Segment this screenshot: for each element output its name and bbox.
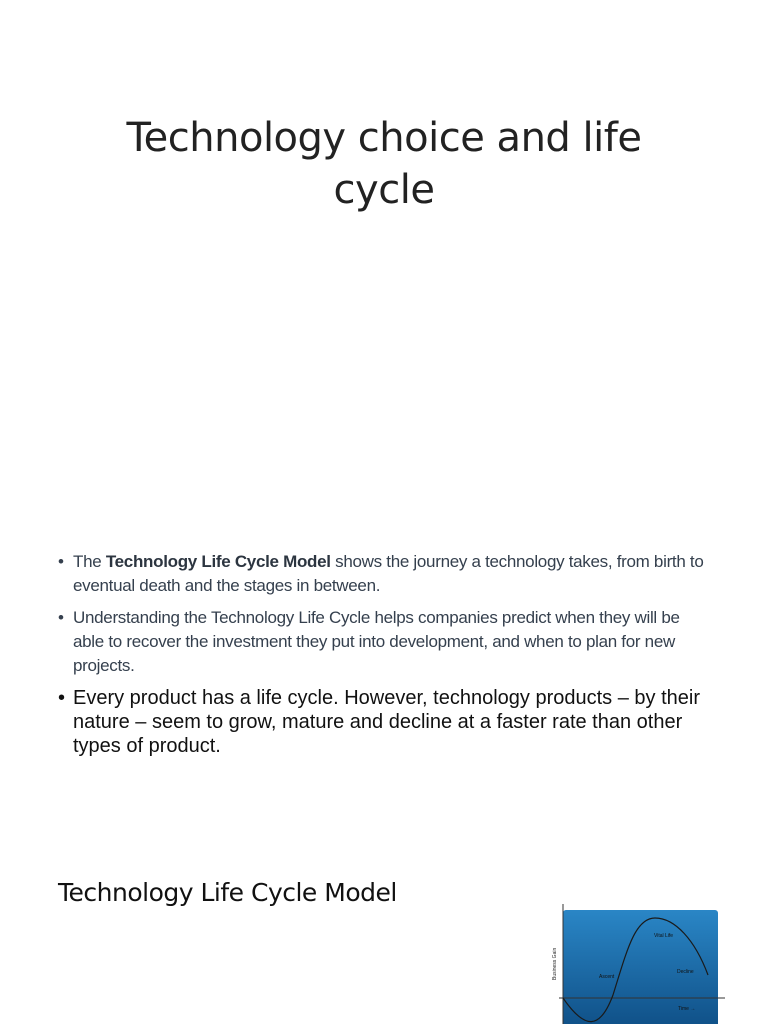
y-axis-label: Business Gain: [552, 947, 558, 980]
bullet-dot: •: [58, 552, 64, 571]
bullet-text: Every product has a life cycle. However, technology products – by their nature – seem to grow, mature and decline at a faster rate than other types of product.: [73, 687, 700, 757]
bullet-text: Understanding the Technology Life Cycle helps companies predict when they will be able to recover the investment they put into development, and when to plan for new projects.: [73, 608, 680, 675]
stage-label-decline: Decline: [677, 969, 694, 975]
bullet-text-rest: shows the journey a technology takes, from birth to eventual death and the stages in between.: [73, 552, 704, 595]
bullet-item: [58, 686, 708, 758]
slide-title: Technology choice and life cycle: [126, 115, 642, 213]
stage-label-vital-life: Vital Life: [654, 933, 674, 939]
bullet-text-strong: Technology Life Cycle Model: [105, 552, 331, 571]
x-axis-label: Time →: [678, 1006, 696, 1012]
bullet-list: [58, 550, 708, 766]
life-cycle-diagram: [545, 900, 735, 1024]
bullet-item: [58, 606, 708, 678]
bullet-dot: •: [58, 687, 66, 709]
bullet-dot: •: [58, 608, 64, 627]
bullet-item: [58, 550, 708, 598]
bullet-text-prefix: The: [73, 552, 106, 571]
section-title: Technology Life Cycle Model: [58, 878, 397, 907]
stage-label-ascent: Ascent: [599, 974, 615, 980]
